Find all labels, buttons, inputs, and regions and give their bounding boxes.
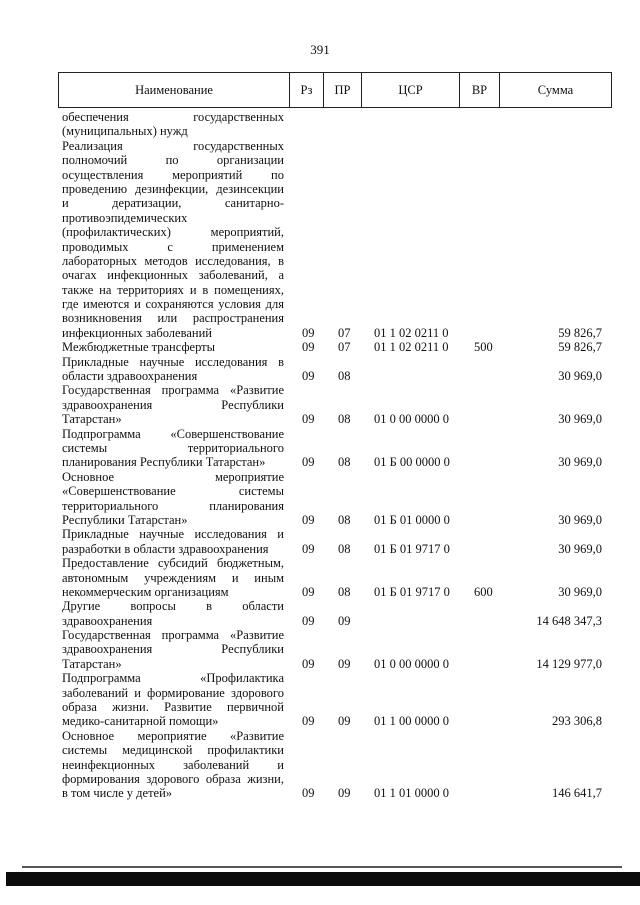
- row-rz: 09: [302, 369, 315, 384]
- row-name-line: где имеются и сохраняются условия для: [62, 297, 284, 312]
- row-pr: 08: [338, 455, 351, 470]
- row-name: [62, 110, 284, 139]
- header-pr: ПР: [324, 73, 362, 107]
- table-row: [0, 110, 640, 139]
- header-csr: ЦСР: [362, 73, 460, 107]
- row-name: [62, 383, 284, 426]
- row-pr: 09: [338, 613, 351, 628]
- row-rz: 09: [302, 412, 315, 427]
- row-pr: 09: [338, 656, 351, 671]
- row-name-line: здравоохранения Республики: [62, 397, 284, 412]
- row-name-line: также на территориях и в помещениях,: [62, 282, 284, 297]
- scan-bottom-border: [6, 872, 640, 886]
- row-name-line: инфекционных заболеваний: [62, 325, 212, 340]
- row-csr: 01 1 02 0211 0: [374, 325, 449, 340]
- row-pr: 07: [338, 340, 351, 355]
- table-row: [0, 628, 640, 671]
- row-name-line: Предоставление субсидий бюджетным,: [62, 556, 284, 571]
- header-rz: Рз: [290, 73, 324, 107]
- table-row: [0, 139, 640, 340]
- row-csr: 01 0 00 0000 0: [374, 656, 449, 671]
- row-name-line: автономным учреждениям и иным: [62, 570, 284, 585]
- row-name-line: здравоохранения: [62, 613, 153, 628]
- row-csr: 01 Б 01 9717 0: [374, 584, 450, 599]
- row-name-line: осуществления мероприятий по: [62, 167, 284, 182]
- row-name-line: системы территориального: [62, 440, 284, 455]
- table-row: [0, 729, 640, 801]
- row-pr: 07: [338, 325, 351, 340]
- header-sum: Сумма: [537, 83, 574, 97]
- table-row: [0, 470, 640, 528]
- row-sum: 30 969,0: [558, 412, 602, 427]
- row-sum: 146 641,7: [552, 786, 602, 801]
- row-name-line: Межбюджетные трансферты: [62, 340, 216, 355]
- row-vr: 600: [474, 584, 493, 599]
- row-sum: 14 648 347,3: [536, 613, 602, 628]
- page-number: 391: [310, 42, 330, 57]
- row-name-line: Республики Татарстан»: [62, 512, 188, 527]
- table-row: [0, 340, 640, 354]
- row-name: [62, 599, 284, 628]
- row-name-line: Основное мероприятие «Развитие: [62, 728, 284, 743]
- row-name-line: проводимых с применением: [62, 239, 284, 254]
- row-name-line: Государственная программа «Развитие: [62, 383, 284, 398]
- row-name: [62, 527, 284, 556]
- row-pr: 08: [338, 512, 351, 527]
- row-pr: 08: [338, 412, 351, 427]
- row-csr: 01 1 00 0000 0: [374, 714, 449, 729]
- row-name: [62, 671, 284, 729]
- table-row: [0, 383, 640, 426]
- row-pr: 08: [338, 541, 351, 556]
- row-rz: 09: [302, 340, 315, 355]
- row-rz: 09: [302, 786, 315, 801]
- row-csr: 01 1 01 0000 0: [374, 786, 449, 801]
- row-name-line: территориального планирования: [62, 498, 284, 513]
- row-sum: 30 969,0: [558, 541, 602, 556]
- row-name-line: (муниципальных) нужд: [62, 124, 188, 139]
- row-sum: 30 969,0: [558, 584, 602, 599]
- row-rz: 09: [302, 613, 315, 628]
- row-rz: 09: [302, 512, 315, 527]
- row-pr: 08: [338, 584, 351, 599]
- row-name-line: (профилактических) мероприятий,: [62, 225, 284, 240]
- row-name-line: некоммерческим организациям: [62, 584, 229, 599]
- row-name-line: Подпрограмма «Профилактика: [62, 671, 284, 686]
- row-name: [62, 340, 284, 354]
- table-row: [0, 671, 640, 729]
- row-name-line: Реализация государственных: [62, 138, 284, 153]
- row-sum: 14 129 977,0: [536, 656, 602, 671]
- table-body: [0, 110, 640, 801]
- header-name: Наименование: [59, 73, 290, 107]
- row-name-line: Государственная программа «Развитие: [62, 628, 284, 643]
- row-name: [62, 427, 284, 470]
- row-pr: 09: [338, 714, 351, 729]
- row-name: [62, 355, 284, 384]
- row-name: [62, 628, 284, 671]
- row-rz: 09: [302, 541, 315, 556]
- row-sum: 30 969,0: [558, 369, 602, 384]
- row-name-line: формирования здорового образа жизни,: [62, 771, 284, 786]
- row-rz: 09: [302, 455, 315, 470]
- row-name-line: в том числе у детей»: [62, 786, 173, 801]
- row-name-line: Татарстан»: [62, 412, 122, 427]
- row-csr: 01 Б 01 9717 0: [374, 541, 450, 556]
- row-sum: 293 306,8: [552, 714, 602, 729]
- row-name-line: неинфекционных заболеваний и: [62, 757, 284, 772]
- row-name-line: обеспечения государственных: [62, 110, 284, 124]
- row-name-line: планирования Республики Татарстан»: [62, 455, 266, 470]
- row-name-line: возникновения или распространения: [62, 311, 284, 326]
- row-name-line: разработки в области здравоохранения: [62, 541, 269, 556]
- row-csr: 01 Б 01 0000 0: [374, 512, 450, 527]
- table-row: [0, 427, 640, 470]
- row-name: [62, 556, 284, 599]
- header-vr: ВР: [460, 73, 500, 107]
- row-name: [62, 139, 284, 340]
- row-name-line: Подпрограмма «Совершенствование: [62, 426, 284, 441]
- row-name-line: системы медицинской профилактики: [62, 743, 284, 758]
- row-sum: 59 826,7: [558, 340, 602, 355]
- row-name: [62, 470, 284, 528]
- table-row: [0, 355, 640, 384]
- row-name-line: здравоохранения Республики: [62, 642, 284, 657]
- row-name-line: полномочий по организации: [62, 153, 284, 168]
- row-sum: 59 826,7: [558, 325, 602, 340]
- row-name-line: очагах инфекционных заболеваний, а: [62, 268, 284, 283]
- row-name-line: лабораторных методов исследования, в: [62, 253, 284, 268]
- row-name-line: и дератизации, санитарно-: [62, 196, 284, 211]
- row-name-line: области здравоохранения: [62, 369, 198, 384]
- row-sum: 30 969,0: [558, 512, 602, 527]
- row-name-line: образа жизни. Развитие первичной: [62, 700, 284, 715]
- row-csr: 01 Б 00 0000 0: [374, 455, 450, 470]
- row-pr: 08: [338, 369, 351, 384]
- row-rz: 09: [302, 714, 315, 729]
- row-rz: 09: [302, 584, 315, 599]
- row-pr: 09: [338, 786, 351, 801]
- row-sum: 30 969,0: [558, 455, 602, 470]
- table-header: [58, 72, 612, 108]
- table-row: [0, 527, 640, 556]
- row-name-line: противоэпидемических: [62, 210, 188, 225]
- row-name-line: «Совершенствование системы: [62, 484, 284, 499]
- table-row: [0, 599, 640, 628]
- row-name-line: заболеваний и формирование здорового: [62, 685, 284, 700]
- row-name-line: Основное мероприятие: [62, 469, 284, 484]
- row-name-line: Прикладные научные исследования в: [62, 354, 284, 369]
- row-name-line: Прикладные научные исследования и: [62, 527, 284, 542]
- row-csr: 01 0 00 0000 0: [374, 412, 449, 427]
- row-rz: 09: [302, 656, 315, 671]
- row-name-line: медико-санитарной помощи»: [62, 714, 219, 729]
- row-name-line: Татарстан»: [62, 656, 122, 671]
- row-rz: 09: [302, 325, 315, 340]
- row-csr: 01 1 02 0211 0: [374, 340, 449, 355]
- scan-edge-line: [22, 866, 622, 868]
- row-vr: 500: [474, 340, 493, 355]
- row-name-line: проведению дезинфекции, дезинсекции: [62, 181, 284, 196]
- row-name-line: Другие вопросы в области: [62, 599, 284, 614]
- table-row: [0, 556, 640, 599]
- row-name: [62, 729, 284, 801]
